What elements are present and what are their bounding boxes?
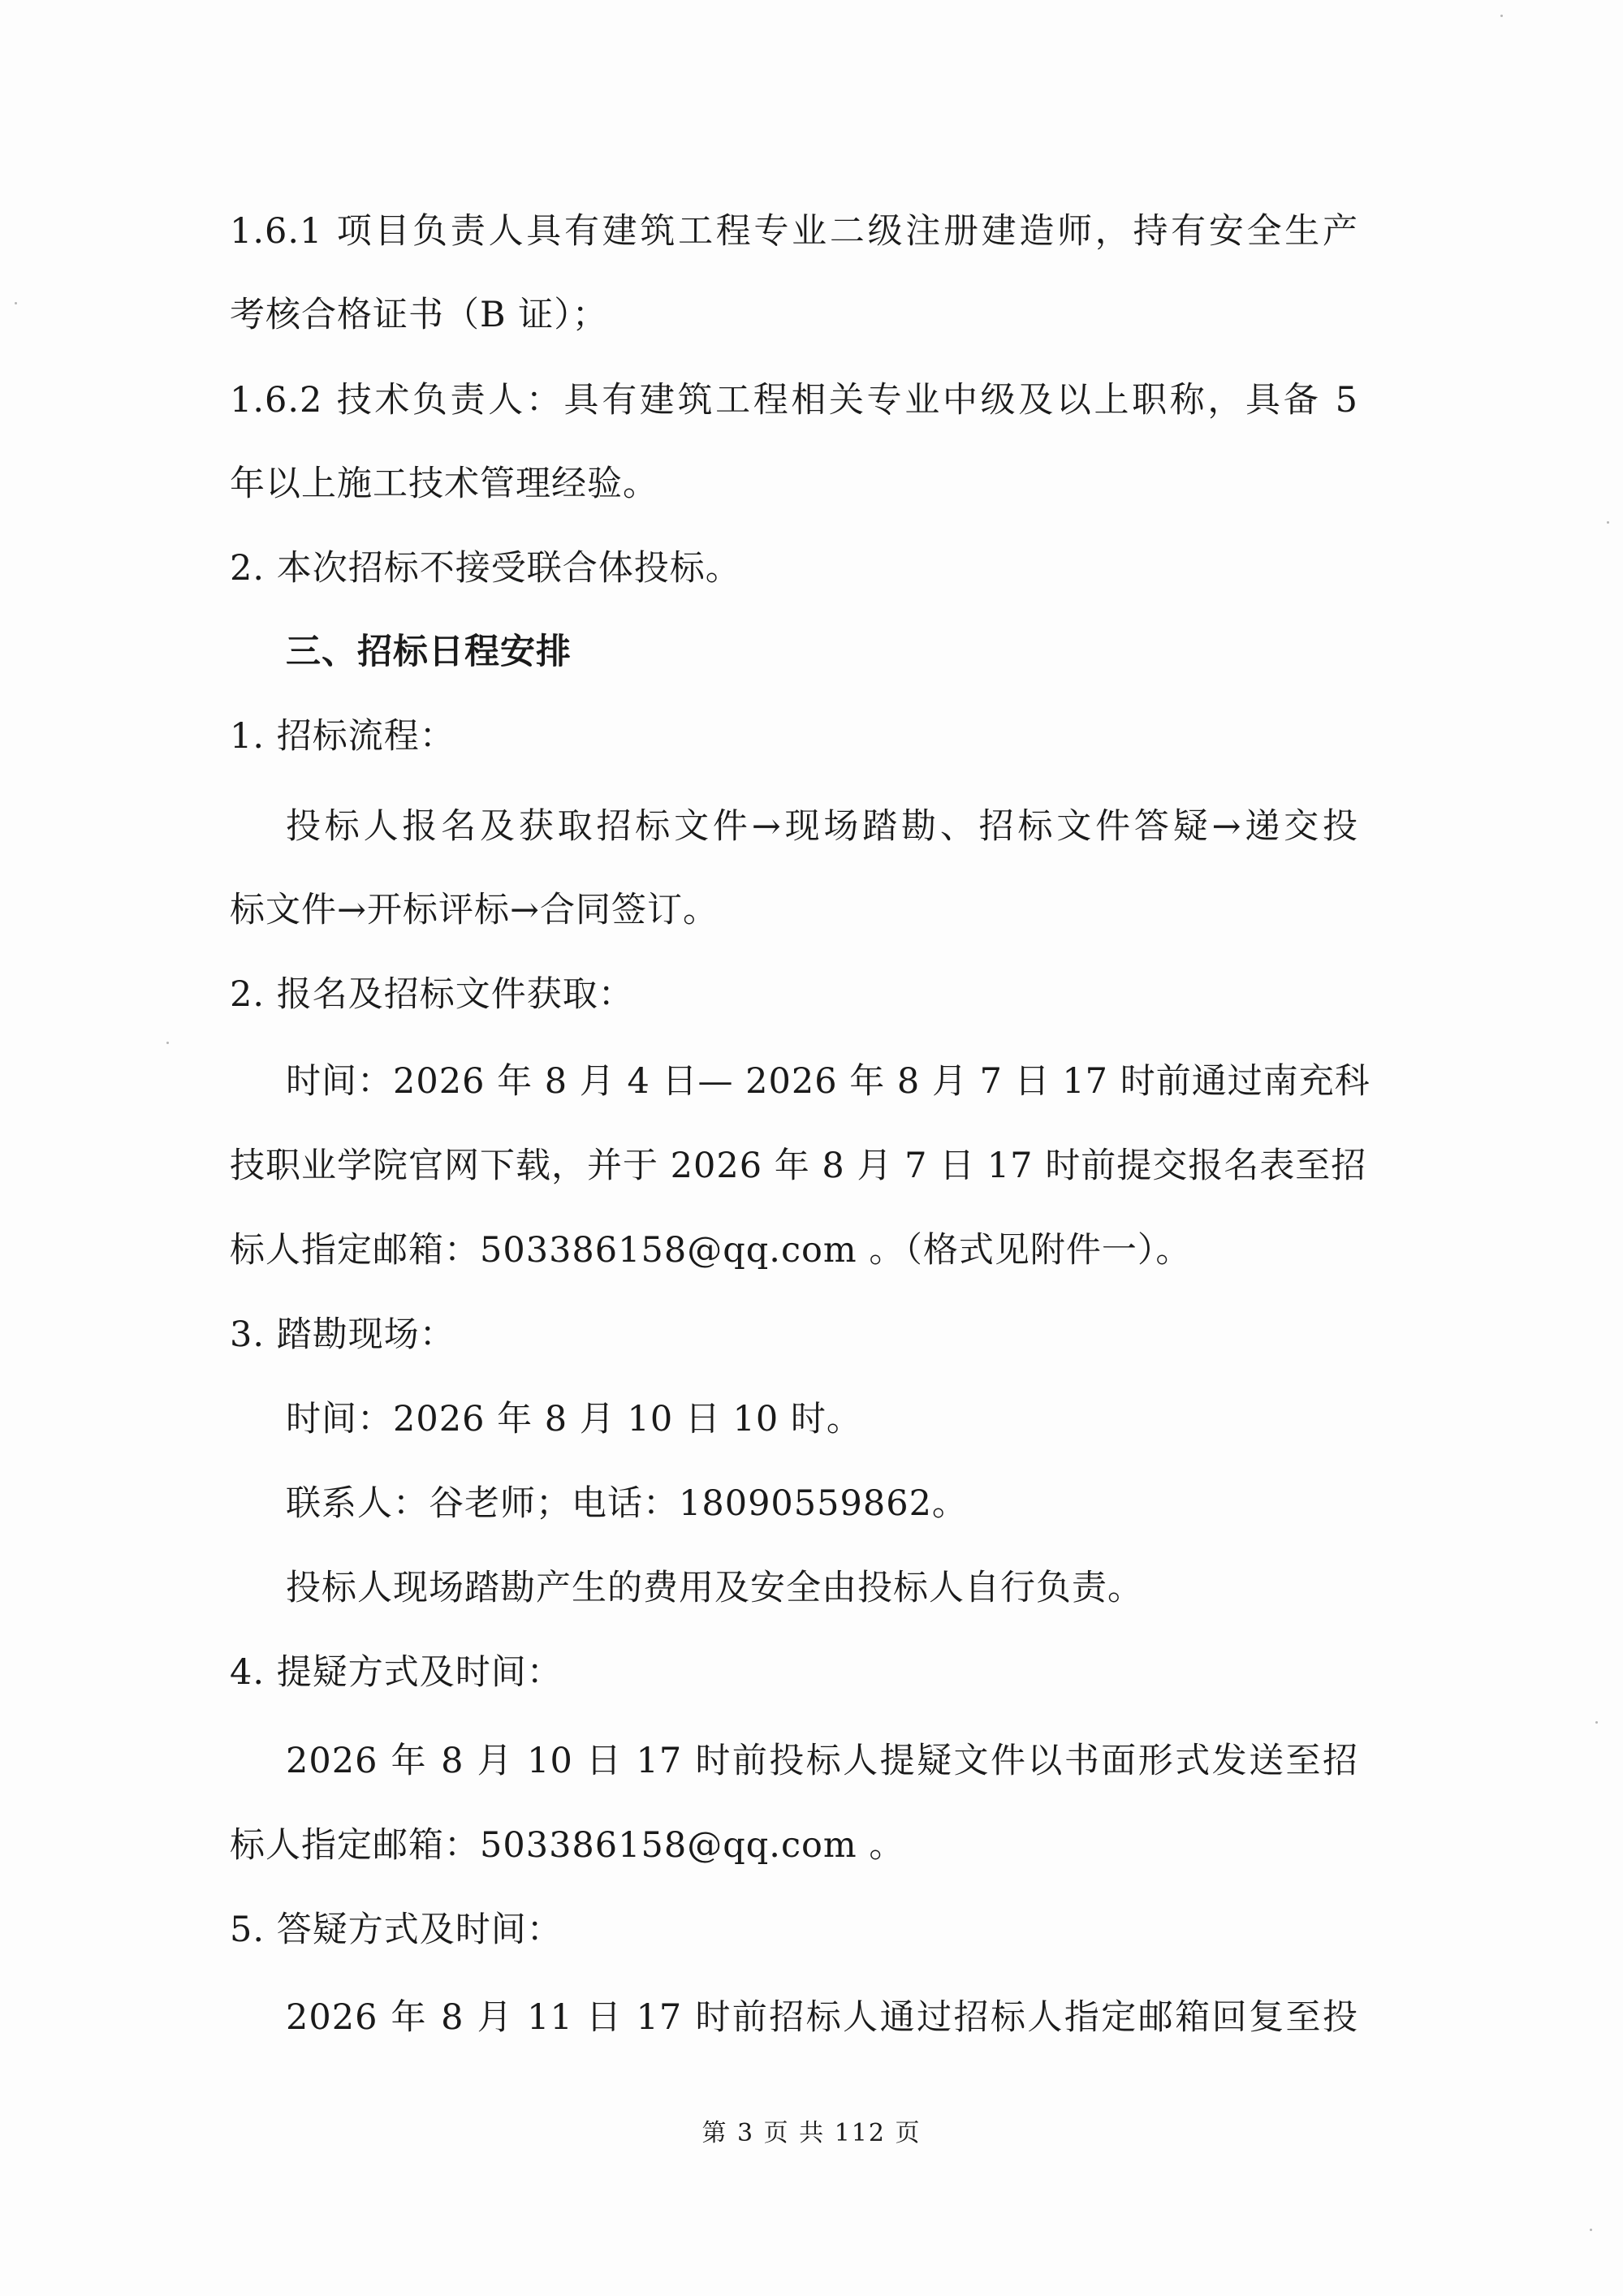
list-item: 5. 答疑方式及时间：: [230, 1910, 563, 1950]
scan-speck: [15, 302, 17, 304]
paragraph-line: 1.6.2 技术负责人：具有建筑工程相关专业中级及以上职称，具备 5: [230, 380, 1358, 421]
paragraph-line: 联系人：谷老师；电话：18090559862。: [286, 1483, 968, 1524]
scan-speck: [1607, 521, 1609, 524]
paragraph-line: 时间：2026 年 8 月 4 日— 2026 年 8 月 7 日 17 时前通过南充科: [286, 1061, 1370, 1102]
paragraph-line: 年以上施工技术管理经验。: [230, 464, 658, 504]
paragraph-line: 时间：2026 年 8 月 10 日 10 时。: [286, 1399, 862, 1439]
paragraph-line: 标文件→开标评标→合同签订。: [230, 890, 719, 930]
scan-speck: [1500, 15, 1503, 17]
section-heading: 三、招标日程安排: [286, 632, 572, 672]
paragraph-line: 标人指定邮箱：503386158@qq.com 。: [230, 1825, 905, 1866]
scan-speck: [1590, 2229, 1592, 2231]
paragraph-line: 考核合格证书（B 证）；: [230, 295, 608, 335]
scan-speck: [166, 1042, 169, 1044]
paragraph-line: 标人指定邮箱：503386158@qq.com 。（格式见附件一）。: [230, 1230, 1192, 1271]
paragraph-line: 投标人现场踏勘产生的费用及安全由投标人自行负责。: [286, 1568, 1143, 1608]
page-footer: 第 3 页 共 112 页: [701, 2119, 922, 2147]
list-item: 4. 提疑方式及时间：: [230, 1652, 563, 1693]
paragraph-line: 1.6.1 项目负责人具有建筑工程专业二级注册建造师，持有安全生产: [230, 211, 1358, 252]
list-item: 1. 招标流程：: [230, 716, 455, 757]
scan-speck: [1595, 1721, 1598, 1724]
paragraph-line: 2026 年 8 月 10 日 17 时前投标人提疑文件以书面形式发送至招: [286, 1741, 1358, 1781]
list-item: 2. 本次招标不接受联合体投标。: [230, 548, 741, 589]
paragraph-line: 投标人报名及获取招标文件→现场踏勘、招标文件答疑→递交投: [286, 806, 1358, 847]
paragraph-line: 技职业学院官网下载，并于 2026 年 8 月 7 日 17 时前提交报名表至招: [230, 1146, 1367, 1186]
list-item: 3. 踏勘现场：: [230, 1314, 455, 1355]
paragraph-line: 2026 年 8 月 11 日 17 时前招标人通过招标人指定邮箱回复至投: [286, 1997, 1358, 2038]
list-item: 2. 报名及招标文件获取：: [230, 974, 634, 1015]
